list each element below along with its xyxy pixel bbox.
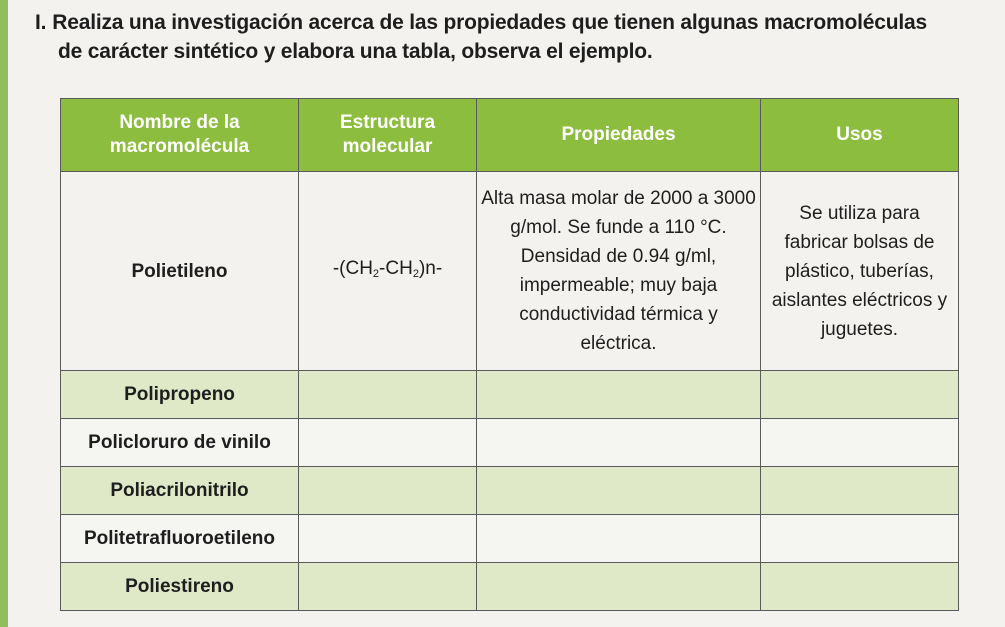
example-properties: Alta masa molar de 2000 a 3000 g/mol. Se funde a 110 °C. Densidad de 0.94 g/ml, impermeable; muy baja conductividad térmica y eléctrica. bbox=[477, 172, 761, 371]
table-row bbox=[61, 419, 959, 467]
empty-cell[interactable] bbox=[761, 467, 959, 515]
formula-part-2: -CH bbox=[379, 257, 413, 279]
formula-part-3: )n- bbox=[418, 257, 443, 279]
empty-cell[interactable] bbox=[299, 515, 477, 563]
row-name: Poliestireno bbox=[61, 563, 299, 611]
empty-cell[interactable] bbox=[299, 419, 477, 467]
header-properties: Propiedades bbox=[477, 99, 761, 172]
row-name: Policloruro de vinilo bbox=[61, 419, 299, 467]
formula-part-1: -(CH bbox=[332, 257, 373, 279]
row-name: Polipropeno bbox=[61, 371, 299, 419]
empty-cell[interactable] bbox=[477, 515, 761, 563]
page-accent-bar bbox=[0, 0, 8, 627]
table-row-example bbox=[61, 172, 959, 371]
header-uses: Usos bbox=[761, 99, 959, 172]
empty-cell[interactable] bbox=[761, 563, 959, 611]
empty-cell[interactable] bbox=[299, 467, 477, 515]
instruction-line-2: de carácter sintético y elabora una tabla, observa el ejemplo. bbox=[58, 40, 653, 63]
empty-cell[interactable] bbox=[299, 563, 477, 611]
row-name: Poliacrilonitrilo bbox=[61, 467, 299, 515]
row-name: Politetrafluoroetileno bbox=[61, 515, 299, 563]
empty-cell[interactable] bbox=[761, 419, 959, 467]
example-formula bbox=[299, 172, 477, 371]
empty-cell[interactable] bbox=[477, 563, 761, 611]
header-structure: Estructura molecular bbox=[299, 99, 477, 172]
instruction-text bbox=[35, 8, 985, 66]
table-row bbox=[61, 515, 959, 563]
table-row bbox=[61, 563, 959, 611]
empty-cell[interactable] bbox=[477, 371, 761, 419]
formula-sub-1: 2 bbox=[372, 267, 380, 280]
empty-cell[interactable] bbox=[299, 371, 477, 419]
instruction-number: I. bbox=[35, 11, 47, 34]
macromolecule-table bbox=[60, 98, 959, 611]
table-row bbox=[61, 371, 959, 419]
empty-cell[interactable] bbox=[477, 419, 761, 467]
example-uses: Se utiliza para fabricar bolsas de plástico, tuberías, aislantes eléctricos y juguetes. bbox=[761, 172, 959, 371]
empty-cell[interactable] bbox=[761, 371, 959, 419]
table-row bbox=[61, 467, 959, 515]
instruction-line-1: Realiza una investigación acerca de las propiedades que tienen algunas macromoléculas bbox=[52, 11, 927, 34]
table-header-row bbox=[61, 99, 959, 172]
header-name: Nombre de la macromolécula bbox=[61, 99, 299, 172]
empty-cell[interactable] bbox=[761, 515, 959, 563]
example-name: Polietileno bbox=[61, 172, 299, 371]
formula-sub-2: 2 bbox=[412, 267, 419, 280]
empty-cell[interactable] bbox=[477, 467, 761, 515]
